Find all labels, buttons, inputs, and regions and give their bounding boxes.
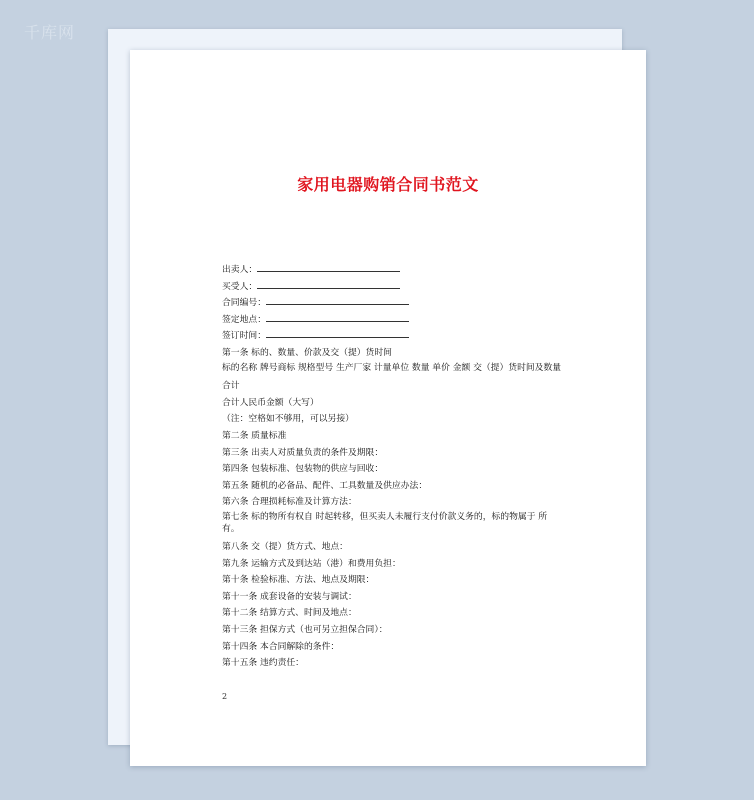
clause-15: 第十五条 违约责任： (222, 658, 304, 669)
document-page (130, 50, 646, 766)
field-seller (222, 262, 562, 279)
field-label: 出卖人： (222, 265, 258, 275)
clause-8: 第八条 交（提）货方式、地点： (222, 542, 348, 552)
document-body (222, 262, 562, 672)
field-label: 买受人： (222, 281, 258, 292)
clause-7: 第七条 标的物所有权自 时起转移，但买卖人未履行支付价款义务的，标的物属于 所有。 (222, 512, 548, 534)
field-buyer (222, 279, 562, 296)
clause-1: 第一条 标的、数量、价款及交（提）货时间 (222, 347, 392, 358)
clause-11: 第十一条 成套设备的安装与调试： (222, 591, 357, 602)
document-title: 家用电器购销合同书范文 (297, 175, 479, 194)
clause-6: 第六条 合理损耗标准及计算方法： (222, 497, 357, 508)
clause-10: 第十条 检验标准、方法、地点及期限： (222, 575, 375, 586)
clause-item-header: 标的名称 牌号商标 规格型号 生产厂家 计量单位 数量 单价 金额 交（提）货时间及数量 (222, 363, 562, 374)
field-label: 合同编号： (222, 298, 266, 309)
field-blank-line (257, 280, 400, 289)
clause-2: 第二条 质量标准 (222, 430, 287, 441)
clause-total-rmb: 合计人民币金额（大写） (222, 397, 319, 408)
clause-14: 第十四条 本合同解除的条件： (222, 641, 340, 652)
field-contract-number (222, 295, 562, 312)
field-blank-line (266, 329, 409, 338)
clause-total: 合计 (222, 381, 240, 392)
clause-9: 第九条 运输方式及到达站（港）和费用负担： (222, 558, 401, 569)
clause-4: 第四条 包装标准、包装物的供应与回收： (222, 464, 384, 475)
clause-3: 第三条 出卖人对质量负责的条件及期限： (222, 447, 384, 458)
field-label: 签订时间： (222, 331, 266, 342)
clause-5: 第五条 随机的必备品、配件、工具数量及供应办法： (222, 480, 428, 491)
field-label: 签定地点： (222, 314, 266, 325)
page-number: 2 (222, 692, 228, 701)
clause-note: （注：空格如不够用，可以另接） (222, 414, 354, 425)
field-signing-place (222, 312, 562, 329)
field-blank-line (266, 313, 409, 322)
field-blank-line (266, 296, 409, 305)
field-signing-time (222, 328, 562, 345)
field-blank-line (257, 263, 400, 272)
clause-12: 第十二条 结算方式、时间及地点： (222, 608, 357, 619)
clause-13: 第十三条 担保方式（也可另立担保合同）： (222, 624, 388, 635)
watermark-logo: 千库网 (24, 23, 76, 42)
